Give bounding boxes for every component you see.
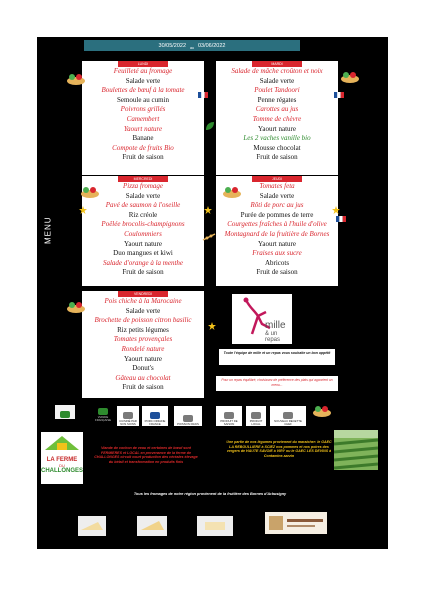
menu-item: Yaourt nature bbox=[124, 239, 162, 248]
location-icon bbox=[251, 412, 261, 419]
badge-text: PRODUIT LOCAL bbox=[249, 418, 263, 426]
menu-item: Abricots bbox=[264, 258, 290, 267]
mille-logo-line2: & un repas bbox=[265, 331, 281, 343]
menu-item: Pizza fromage bbox=[123, 182, 163, 190]
pig-icon bbox=[150, 412, 160, 419]
menu-item: Pois chiche à la Marocaine bbox=[104, 297, 182, 305]
badge-text: CUISINÉ PAR NOS SOINS bbox=[119, 418, 137, 426]
bowl-icon bbox=[340, 70, 360, 84]
badge-cuisine bbox=[117, 406, 139, 426]
date-end: 03/06/2022 bbox=[197, 42, 226, 49]
day-header-jeudi: JEUDI bbox=[252, 176, 302, 182]
badge-viande-label bbox=[93, 404, 113, 422]
new-recipe-icon bbox=[283, 412, 293, 419]
menu-item: Fruit de saison bbox=[256, 153, 298, 162]
menu-item: Les 2 vaches vanille bio bbox=[243, 134, 311, 143]
menu-item: Fruit de saison bbox=[256, 268, 298, 277]
date-banner bbox=[84, 40, 300, 51]
menu-item: Semoule au cumin bbox=[116, 95, 170, 104]
france-flag-icon bbox=[336, 216, 346, 222]
badge-viande-francaise bbox=[55, 405, 75, 419]
badge-saison bbox=[216, 406, 242, 426]
bowl-icon bbox=[66, 300, 86, 314]
bowl-icon bbox=[66, 72, 86, 86]
menu-item: Yaourt nature bbox=[124, 354, 162, 363]
menu-item: Pavé de saumon à l'oseille bbox=[105, 201, 181, 210]
ferme-challonges-logo bbox=[41, 432, 83, 484]
badge-nouveau bbox=[270, 406, 306, 426]
menu-item: Tomates feta bbox=[259, 182, 295, 190]
day-card-mardi bbox=[216, 61, 338, 175]
ferme-line3: CHALLONGES bbox=[41, 468, 83, 474]
equipe-note: Toute l'équipe de mille et un repas vous souhaite un bon appétit bbox=[219, 349, 335, 365]
day-card-vendredi bbox=[82, 291, 204, 398]
star-icon bbox=[332, 206, 340, 214]
day-items-vendredi bbox=[82, 297, 204, 393]
day-items-mercredi bbox=[82, 182, 204, 278]
cheese-photo bbox=[137, 516, 167, 536]
date-join: au bbox=[190, 45, 194, 50]
star-icon bbox=[208, 322, 216, 330]
menu-item: Duo mangues et kiwi bbox=[113, 249, 173, 258]
date-start: 30/05/2022 bbox=[158, 42, 187, 49]
badge-symbol bbox=[60, 411, 70, 418]
fish-icon bbox=[183, 415, 193, 422]
wheat-icon bbox=[202, 232, 216, 242]
leaf-icon bbox=[98, 408, 108, 415]
badge-local bbox=[246, 406, 266, 426]
season-icon bbox=[224, 412, 234, 419]
vegetarien-note: Pour un repas équilibré, choisissez de préférence des plats qui apportent un menu... bbox=[216, 376, 338, 391]
ferme-line1: LA FERME bbox=[46, 457, 78, 463]
bowl-icon bbox=[312, 404, 332, 418]
day-header-mardi: MARDI bbox=[252, 61, 302, 67]
menu-item: Fruit de saison bbox=[122, 153, 164, 162]
menu-item: Yaourt nature bbox=[123, 124, 163, 133]
france-flag-icon bbox=[198, 92, 208, 98]
menu-item: Feuilleté au fromage bbox=[113, 67, 173, 75]
menu-item: Camembert bbox=[126, 114, 160, 123]
day-card-lundi bbox=[82, 61, 204, 175]
badge-text: PRODUIT DE SAISON bbox=[220, 418, 238, 426]
menu-item: Poulet Tandoori bbox=[254, 86, 300, 95]
day-card-mercredi bbox=[82, 176, 204, 286]
menu-item: Donut's bbox=[132, 364, 154, 373]
leaf-icon bbox=[204, 120, 216, 132]
badge-text: PORC ORIGINE FRANCE bbox=[144, 418, 166, 426]
badge-poisson bbox=[174, 406, 202, 426]
menu-item: Poêlée brocolis-champignons bbox=[101, 220, 185, 229]
france-flag-icon bbox=[334, 92, 344, 98]
fruitiere-logo bbox=[265, 512, 327, 534]
menu-item: Compote de fruits Bio bbox=[112, 143, 174, 152]
mille-logo-line1: mille bbox=[265, 320, 286, 331]
menu-item: Rôti de porc au jus bbox=[250, 201, 304, 210]
star-icon bbox=[79, 206, 87, 214]
menu-item: Yaourt nature bbox=[258, 239, 296, 248]
menu-item: Riz créole bbox=[128, 210, 158, 219]
menu-item: Fraises aux sucre bbox=[252, 249, 302, 258]
day-header-vendredi: VENDREDI bbox=[118, 291, 168, 297]
menu-item: Salade verte bbox=[125, 76, 161, 85]
star-icon bbox=[204, 206, 212, 214]
menu-item: Courgettes fraîches à l'huile d'olive bbox=[227, 220, 327, 229]
menu-item: Coulommiers bbox=[124, 229, 162, 238]
day-header-mercredi: MERCREDI bbox=[118, 176, 168, 182]
menu-item: Salade de mâche croûton et noix bbox=[231, 67, 323, 75]
menu-item: Salade verte bbox=[125, 306, 161, 315]
cheese-photo bbox=[197, 516, 233, 536]
badge-text: POISSON FRAIS bbox=[177, 421, 199, 426]
footer-fromages-text: Tous les fromages de notre région provienent de la fruitière des Bornes d'Arbusigny bbox=[133, 492, 287, 496]
badge-text: VIANDE FRANÇAISE bbox=[94, 414, 111, 422]
menu-item: Banane bbox=[132, 134, 154, 143]
farm-icon bbox=[41, 432, 83, 452]
menu-item: Montagnard de la fruitière de Bornes bbox=[224, 229, 330, 238]
badge-porc bbox=[142, 406, 168, 426]
badge-text: NOUVEAU RECETTE CHEF bbox=[274, 418, 302, 426]
menu-item: Salade verte bbox=[259, 191, 295, 200]
menu-item: Tomates provençales bbox=[113, 335, 173, 344]
menu-item: Carottes au jus bbox=[255, 105, 299, 114]
mille-repas-logo bbox=[232, 294, 292, 344]
menu-item: Penne régates bbox=[257, 95, 297, 104]
menu-item: Fruit de saison bbox=[122, 383, 164, 392]
day-header-lundi: LUNDI bbox=[118, 61, 168, 67]
menu-item: Salade d'orange à la menthe bbox=[102, 258, 184, 267]
footer-viande-text: Viande de cochon de veau et certaines de bœuf sont FERMIERES et LOCAL en provenance de la ferme de CHALLONGES circuit court production des céréales élevage du bétail et transformation en produits finis bbox=[94, 446, 198, 464]
menu-item: Salade verte bbox=[125, 191, 161, 200]
day-items-lundi bbox=[82, 67, 204, 163]
menu-item: Gâteau au chocolat bbox=[115, 373, 171, 382]
menu-item: Brochette de poisson citron basilic bbox=[94, 316, 192, 325]
menu-item: Purée de pommes de terre bbox=[240, 210, 314, 219]
menu-item: Tomme de chèvre bbox=[252, 114, 302, 123]
menu-item: Boulettes de bœuf à la tomate bbox=[101, 86, 185, 95]
menu-item: Salade verte bbox=[259, 76, 295, 85]
ferme-line2: DU bbox=[59, 463, 65, 468]
menu-item: Mousse chocolat bbox=[253, 143, 301, 152]
vegetable-field-photo bbox=[334, 430, 378, 470]
menu-item: Riz petits légumes bbox=[117, 325, 169, 334]
menu-side-label: MENU bbox=[43, 216, 53, 244]
menu-item: Poivrons grillés bbox=[120, 105, 166, 114]
footer-legumes-text: Une partie de nos légumes provienent du maraicher: le GAEC LA REBOULLIERE à SCIEZ nos pommes et nos poires des vergers de HAUTE SAVOIE à VIRY ou le GAEC LES DEVINS à Contamine-sarzin bbox=[226, 440, 332, 458]
menu-item: Fruit de saison bbox=[122, 268, 164, 277]
menu-item: Rondelé nature bbox=[121, 344, 165, 353]
bowl-icon bbox=[80, 185, 100, 199]
bowl-icon bbox=[222, 185, 242, 199]
chef-hat-icon bbox=[123, 412, 133, 419]
day-items-mardi bbox=[216, 67, 338, 163]
menu-item: Yaourt nature bbox=[258, 124, 296, 133]
cheese-photo bbox=[78, 516, 106, 536]
